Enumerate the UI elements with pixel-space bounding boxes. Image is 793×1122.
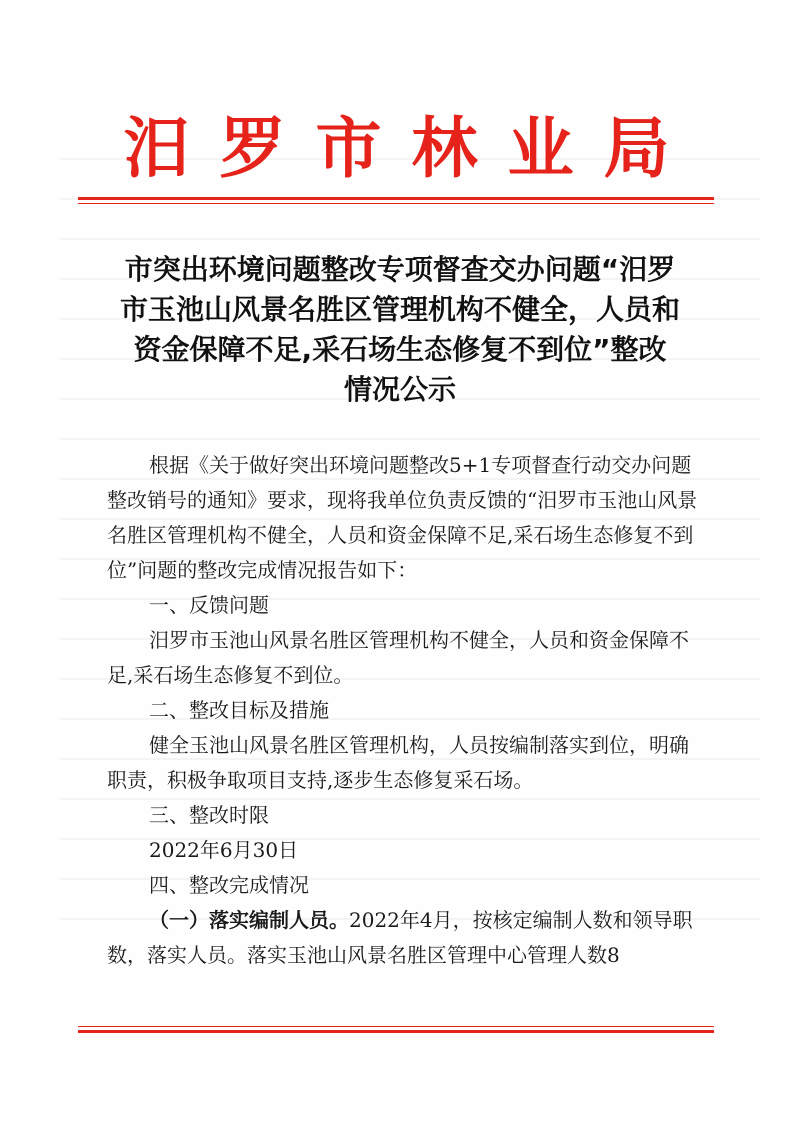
footer-rule-thin xyxy=(78,1026,714,1027)
section-4-item-1-text: 2022年4月，按核定编制人数和领导职数，落实人员。落实玉池山风景名胜区管理中心管理人数8 xyxy=(107,908,693,967)
letterhead-rule-thin xyxy=(78,203,714,204)
agency-letterhead: 汨罗市林业局 xyxy=(123,109,700,187)
document-body xyxy=(107,448,707,973)
section-3-text: 2022年6月30日 xyxy=(149,838,299,862)
document-title xyxy=(105,250,695,410)
section-1-text: 汨罗市玉池山风景名胜区管理机构不健全，人员和资金保障不足,采石场生态修复不到位。 xyxy=(107,628,689,687)
title-line-1: 市突出环境问题整改专项督查交办问题“汨罗 xyxy=(124,253,676,286)
section-4-item-1 xyxy=(107,903,707,973)
title-line-3: 资金保障不足,采石场生态修复不到位”整改 xyxy=(133,333,667,366)
letterhead-rule-thick xyxy=(78,197,714,200)
intro-paragraph: 根据《关于做好突出环境问题整改5+1专项督查行动交办问题整改销号的通知》要求，现将我单位负责反馈的“汨罗市玉池山风景名胜区管理机构不健全，人员和资金保障不足,采石场生态修复不到位”问题的整改完成情况报告如下： xyxy=(107,453,698,582)
section-2-heading: 二、整改目标及措施 xyxy=(149,698,329,722)
section-1-heading: 一、反馈问题 xyxy=(149,593,269,617)
section-3-heading: 三、整改时限 xyxy=(149,803,269,827)
footer-rule-thick xyxy=(78,1030,714,1033)
section-2-text: 健全玉池山风景名胜区管理机构，人员按编制落实到位，明确职责，积极争取项目支持,逐步生态修复采石场。 xyxy=(107,733,689,792)
section-4-item-1-lead: （一）落实编制人员。 xyxy=(149,908,349,932)
section-4-heading: 四、整改完成情况 xyxy=(149,873,309,897)
title-line-4: 情况公示 xyxy=(343,373,456,406)
title-line-2: 市玉池山风景名胜区管理机构不健全，人员和 xyxy=(119,293,680,326)
